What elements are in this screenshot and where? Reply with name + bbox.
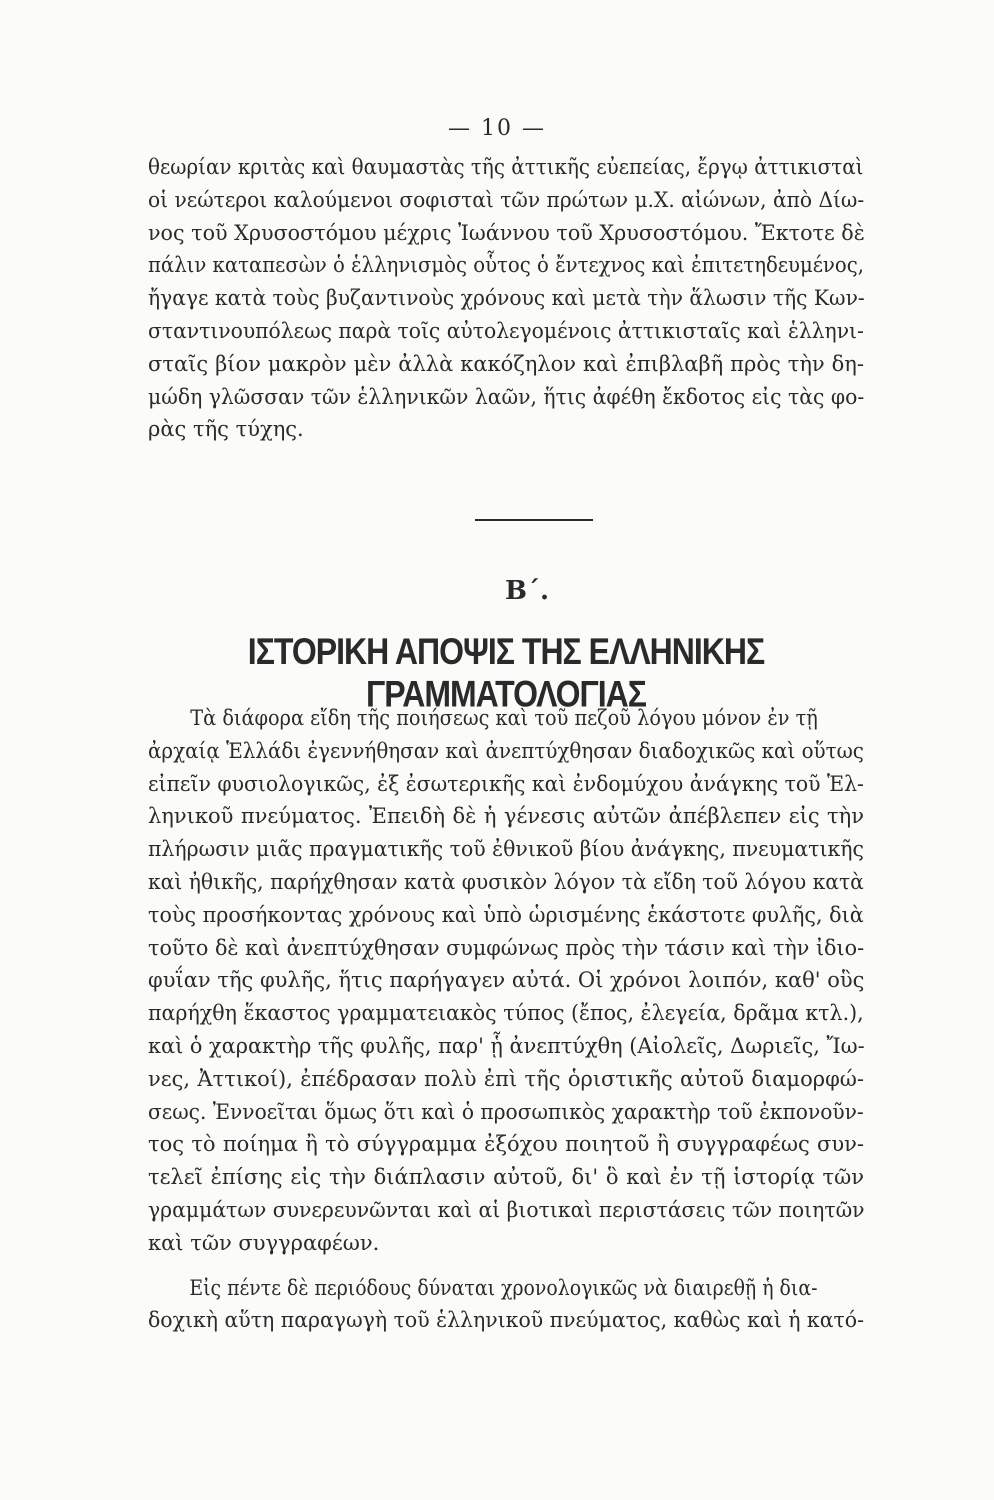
text-line: γραμμάτων συνερευνῶνται καὶ αἱ βιοτικαὶ περιστάσεις τῶν ποιητῶν	[148, 1197, 865, 1222]
text-line: τοὺς προσήκοντας χρόνους καὶ ὑπὸ ὡρισμένης ἑκάστοτε φυλῆς, διὰ	[148, 902, 864, 927]
text-line: σταντινουπόλεως παρὰ τοῖς αὐτολεγομένοις ἀττικισταῖς καὶ ἑλληνι-	[148, 318, 864, 343]
section-divider	[475, 519, 593, 521]
text-line: ρὰς τῆς τύχης.	[148, 417, 304, 442]
text-line: καὶ ὁ χαρακτὴρ τῆς φυλῆς, παρ' ᾗ ἀνεπτύχθη (Αἰολεῖς, Δωριεῖς, Ἴω-	[148, 1033, 865, 1058]
text-line: ἤγαγε κατὰ τοὺς βυζαντινοὺς χρόνους καὶ μετὰ τὴν ἅλωσιν τῆς Κων-	[148, 286, 865, 311]
text-line: Εἰς πέντε δὲ περιόδους δύναται χρονολογικῶς νὰ διαιρεθῇ ἡ δια-	[189, 1275, 818, 1300]
text-line: νος τοῦ Χρυσοστόμου μέχρις Ἰωάννου τοῦ Χρυσοστόμου. Ἔκτοτε δὲ	[148, 220, 865, 245]
paragraph-1	[148, 151, 864, 446]
page-number: — 10 —	[448, 116, 546, 141]
text-line: καὶ τῶν συγγραφέων.	[148, 1230, 380, 1255]
section-number: Β΄.	[504, 576, 550, 606]
text-line: θεωρίαν κριτὰς καὶ θαυμαστὰς τῆς ἀττικῆς εὐεπείας, ἔργῳ ἀττικισταὶ	[148, 155, 864, 179]
text-line: δοχικὴ αὕτη παραγωγὴ τοῦ ἑλληνικοῦ πνεύματος, καθὼς καὶ ἡ κατό-	[148, 1308, 865, 1333]
text-line: τοῦτο δὲ καὶ ἀνεπτύχθησαν συμφώνως πρὸς τὴν τάσιν καὶ τὴν ἰδιο-	[148, 935, 865, 960]
text-line: εἰπεῖν φυσιολογικῶς, ἐξ ἐσωτερικῆς καὶ ἐνδομύχου ἀνάγκης τοῦ Ἑλ-	[148, 771, 864, 796]
text-line: τελεῖ ἐπίσης εἰς τὴν διάπλασιν αὐτοῦ, δι' ὃ καὶ ἐν τῇ ἱστορίᾳ τῶν	[148, 1165, 864, 1190]
text-line: νες, Ἀττικοί), ἐπέδρασαν πολὺ ἐπὶ τῆς ὁριστικῆς αὐτοῦ διαμορφώ-	[148, 1066, 864, 1091]
text-line: σεως. Ἐννοεῖται ὅμως ὅτι καὶ ὁ προσωπικὸς χαρακτὴρ τοῦ ἐκπονοῦν-	[148, 1099, 864, 1124]
text-line: πάλιν καταπεσὼν ὁ ἑλληνισμὸς οὗτος ὁ ἔντεχνος καὶ ἐπιτετηδευμένος,	[148, 253, 864, 278]
text-line: καὶ ἠθικῆς, παρήχθησαν κατὰ φυσικὸν λόγον τὰ εἴδη τοῦ λόγου κατὰ	[148, 869, 864, 894]
text-line: ἀρχαίᾳ Ἑλλάδι ἐγεννήθησαν καὶ ἀνεπτύχθησαν διαδοχικῶς καὶ οὕτως	[148, 738, 864, 763]
text-line: οἱ νεώτεροι καλούμενοι σοφισταὶ τῶν πρώτων μ.Χ. αἰώνων, ἀπὸ Δίω-	[148, 187, 865, 212]
text-line: σταῖς βίον μακρὸν μὲν ἀλλὰ κακόζηλον καὶ ἐπιβλαβῆ πρὸς τὴν δη-	[148, 351, 864, 376]
text-line: ληνικοῦ πνεύματος. Ἐπειδὴ δὲ ἡ γένεσις αὐτῶν ἀπέβλεπεν εἰς τὴν	[148, 804, 864, 829]
paragraph-2	[148, 702, 864, 1337]
section-title: ΙΣΤΟΡΙΚΗ ΑΠΟΨΙΣ ΤΗΣ ΕΛΛΗΝΙΚΗΣ ΓΡΑΜΜΑΤΟΛΟΓΙΑΣ	[247, 630, 765, 715]
text-line: φυΐαν τῆς φυλῆς, ἥτις παρήγαγεν αὐτά. Οἱ χρόνοι λοιπόν, καθ' οὓς	[148, 968, 865, 993]
text-line: μώδη γλῶσσαν τῶν ἑλληνικῶν λαῶν, ἥτις ἀφέθη ἔκδοτος εἰς τὰς φο-	[148, 384, 865, 409]
text-line: τος τὸ ποίημα ἢ τὸ σύγγραμμα ἐξόχου ποιητοῦ ἢ συγγραφέως συν-	[148, 1132, 864, 1157]
text-line: παρήχθη ἕκαστος γραμματειακὸς τύπος (ἔπος, ἐλεγεία, δρᾶμα κτλ.),	[148, 1001, 864, 1026]
text-line: Τὰ διάφορα εἴδη τῆς ποιήσεως καὶ τοῦ πεζοῦ λόγου μόνον ἐν τῇ	[190, 706, 818, 730]
text-line: πλήρωσιν μιᾶς πραγματικῆς τοῦ ἐθνικοῦ βίου ἀνάγκης, πνευματικῆς	[148, 837, 864, 862]
